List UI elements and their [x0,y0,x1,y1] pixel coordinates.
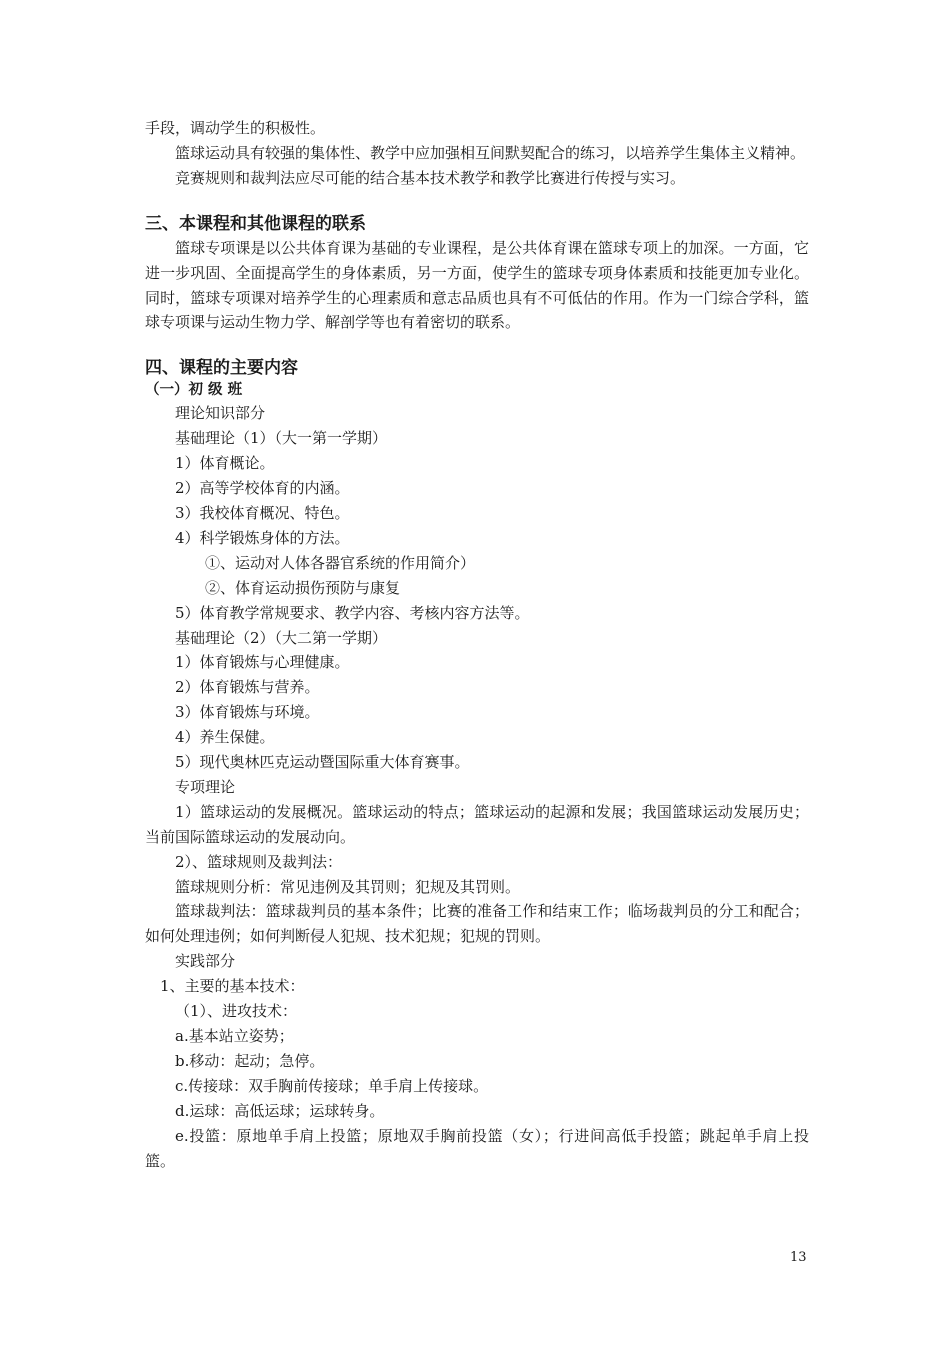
subsection-beginner-heading: （一）初 级 班 [145,382,243,399]
spacer [145,335,809,356]
document-page [145,116,809,1173]
section-3-heading: 三、本课程和其他课程的联系 [145,213,366,234]
list-item: d.运球：高低运球；运球转身。 [175,1101,385,1120]
list-item: 5）体育教学常规要求、教学内容、考核内容方法等。 [175,603,530,622]
page-number: 13 [790,1250,807,1265]
list-item: 2）高等学校体育的内涵。 [175,479,350,498]
basic-theory-1-title: 基础理论（1）（大一第一学期） [175,429,388,448]
list-subitem: ②、体育运动损伤预防与康复 [205,578,401,597]
paragraph-team-spirit: 篮球运动具有较强的集体性、教学中应加强相互间默契配合的练习，以培养学生集体主义精神。 [175,143,806,162]
spacer [145,191,809,212]
list-item: b.移动：起动；急停。 [175,1051,325,1070]
practice-title: 实践部分 [175,952,236,971]
paragraph-rules: 竞赛规则和裁判法应尽可能的结合基本技术教学和教学比赛进行传授与实习。 [175,168,686,187]
attack-tech-title: （1）、进攻技术： [175,1002,298,1021]
list-item: 1）体育锻炼与心理健康。 [175,653,350,672]
list-item: 2）体育锻炼与营养。 [175,678,320,697]
basic-tech-title: 1、主要的基本技术： [160,977,305,996]
intro-line: 手段，调动学生的积极性。 [145,119,326,137]
special-theory-title: 专项理论 [175,777,236,796]
special-theory-item-1: 1）篮球运动的发展概况。篮球运动的特点；篮球运动的起源和发展；我国篮球运动发展历史；当前国际篮球运动的发展动向。 [145,802,809,846]
refereeing-methods: 篮球裁判法：篮球裁判员的基本条件；比赛的准备工作和结束工作；临场裁判员的分工和配合；如何处理违例；如何判断侵人犯规、技术犯规；犯规的罚则。 [145,902,809,946]
list-item: 4）养生保健。 [175,728,275,747]
list-item: 4）科学锻炼身体的方法。 [175,528,350,547]
list-item: 1）体育概论。 [175,454,275,473]
list-item: 3）我校体育概况、特色。 [175,503,350,522]
list-item: 5）现代奥林匹克运动暨国际重大体育赛事。 [175,753,470,772]
list-item: c.传接球：双手胸前传接球；单手肩上传接球。 [175,1076,489,1095]
list-item: e.投篮：原地单手肩上投篮；原地双手胸前投篮（女）；行进间高低手投篮；跳起单手肩上投篮。 [145,1126,809,1170]
list-subitem: ①、运动对人体各器官系统的作用简介） [205,553,476,572]
list-item: 3）体育锻炼与环境。 [175,703,320,722]
list-item: a.基本站立姿势； [175,1027,294,1045]
theory-title: 理论知识部分 [175,404,266,423]
special-theory-item-2: 2）、篮球规则及裁判法： [175,852,343,871]
section-4-heading: 四、课程的主要内容 [145,358,298,379]
basic-theory-2-title: 基础理论（2）（大二第一学期） [175,628,388,647]
rules-analysis: 篮球规则分析：常见违例及其罚则；犯规及其罚则。 [175,877,521,896]
section-3-body: 篮球专项课是以公共体育课为基础的专业课程，是公共体育课在篮球专项上的加深。一方面，它进一步巩固、全面提高学生的身体素质，另一方面，使学生的篮球专项身体素质和技能更加专业化。同时，篮球专项课对培养学生的心理素质和意志品质也具有不可低估的作用。作为一门综合学科，篮球专项课与运动生物力学、解剖学等也有着密切的联系。 [145,238,809,332]
